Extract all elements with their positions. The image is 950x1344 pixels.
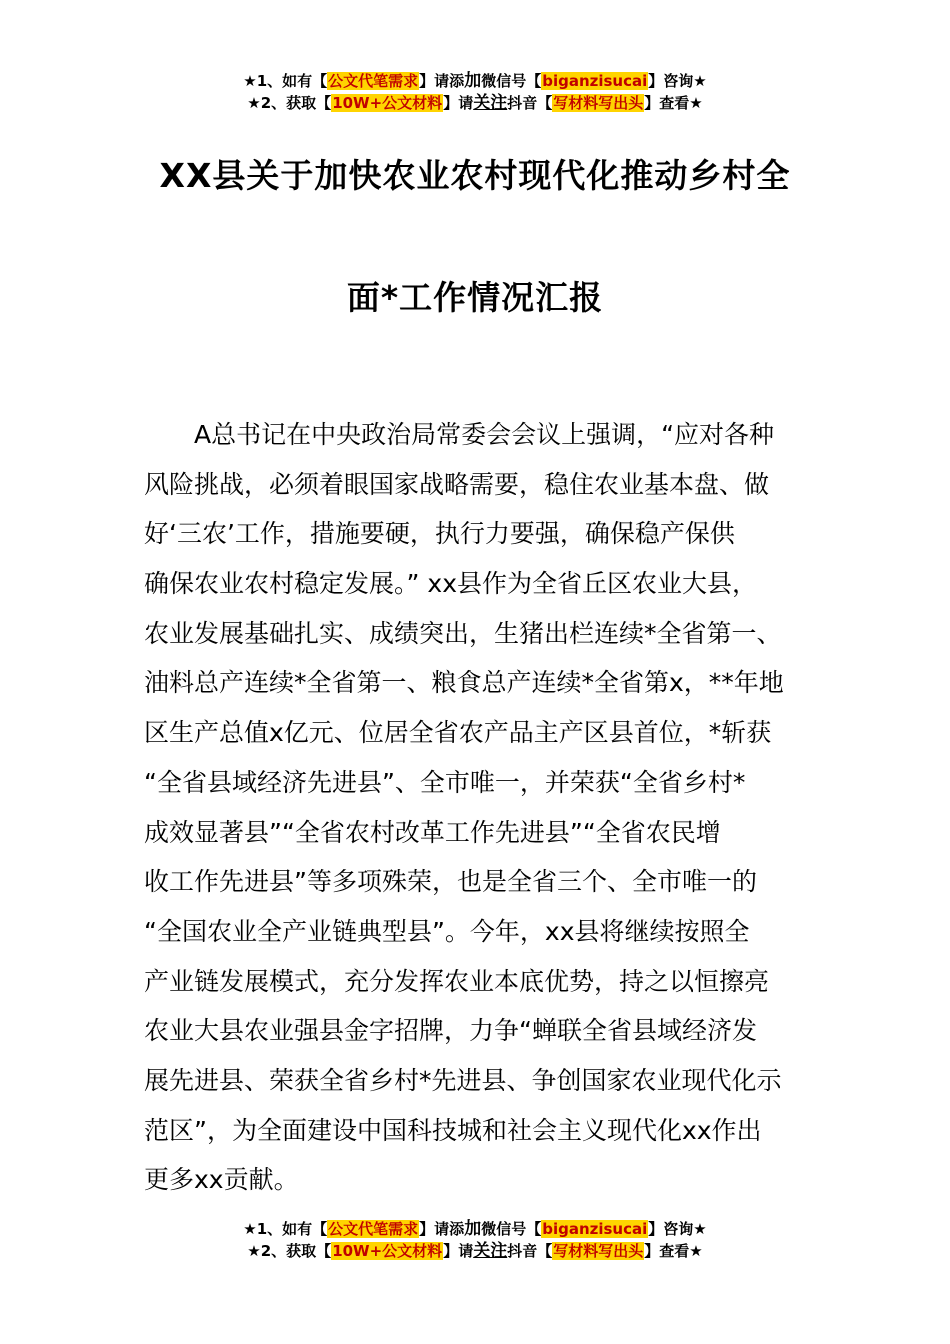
body-line: 农业大县农业强县金字招牌，力争“蝉联全省县域经济发: [144, 1016, 757, 1046]
footer-promo-banner: [0, 1218, 950, 1262]
promo-text: 抖音【: [507, 94, 553, 112]
promo-highlight: 10W+公文材料: [332, 1242, 443, 1260]
body-line: 成效显著县”“全省农村改革工作先进县”“全省农民增: [144, 817, 721, 847]
promo-line-2: [0, 92, 950, 114]
document-title-line-2: 面*工作情况汇报: [346, 278, 604, 317]
body-line: 好‘三农’工作，措施要硬，执行力要强，确保稳产保供: [144, 519, 735, 549]
promo-douyin-id: 写材料写出头: [553, 94, 644, 112]
promo-text: 】咨询★: [648, 1220, 707, 1238]
document-body: [144, 410, 816, 1205]
body-line: A总书记在中央政治局常委会会议上强调，“应对各种: [144, 420, 775, 449]
body-line: 风险挑战，必须着眼国家战略需要，稳住农业基本盘、做: [144, 469, 770, 499]
promo-line-1: [0, 70, 950, 92]
body-line: 展先进县、荣获全省乡村*先进县、争创国家农业现代化示: [144, 1065, 782, 1095]
promo-text: ★2、获取【: [247, 94, 332, 112]
body-line: 产业链发展模式，充分发挥农业本底优势，持之以恒擦亮: [144, 966, 770, 996]
promo-highlight: 10W+公文材料: [332, 94, 443, 112]
body-line: 区生产总值x亿元、位居全省农产品主产区县首位，*斩获: [144, 718, 772, 748]
body-line: 农业发展基础扎实、成绩突出，生猪出栏连续*全省第一、: [144, 618, 782, 648]
promo-text: ★1、如有【: [243, 1220, 328, 1238]
promo-highlight: 公文代笔需求: [328, 1220, 419, 1238]
promo-text: 】请: [443, 94, 474, 112]
promo-text: 】查看★: [644, 1242, 703, 1260]
body-line: “全省县域经济先进县”、全市唯一，并荣获“全省乡村*: [144, 767, 746, 797]
promo-text: 加: [464, 1219, 482, 1239]
promo-line-1: [0, 1218, 950, 1240]
promo-text: 关注: [473, 93, 508, 113]
body-line: 确保农业农村稳定发展。” xx县作为全省丘区农业大县，: [144, 569, 757, 599]
body-line: 收工作先进县”等多项殊荣，也是全省三个、全市唯一的: [144, 867, 757, 897]
promo-text: 加: [464, 71, 482, 91]
body-line: “全国农业全产业链典型县”。今年，xx县将继续按照全: [144, 916, 750, 946]
document-title-line-1: XX县关于加快农业农村现代化推动乡村全: [159, 156, 791, 195]
promo-text: 关注: [473, 1241, 508, 1261]
promo-wechat-id: biganzisucai: [542, 72, 648, 90]
promo-text: 】查看★: [644, 94, 703, 112]
promo-text: ★2、获取【: [247, 1242, 332, 1260]
promo-text: 】请添: [419, 1220, 465, 1238]
promo-highlight: 公文代笔需求: [328, 72, 419, 90]
promo-text: 微信号【: [481, 72, 542, 90]
promo-text: 】请添: [419, 72, 465, 90]
promo-line-2: [0, 1240, 950, 1262]
promo-text: 】请: [443, 1242, 474, 1260]
promo-text: 微信号【: [481, 1220, 542, 1238]
promo-wechat-id: biganzisucai: [542, 1220, 648, 1238]
promo-text: 抖音【: [507, 1242, 553, 1260]
promo-text: ★1、如有【: [243, 72, 328, 90]
body-line: 范区”，为全面建设中国科技城和社会主义现代化xx作出: [144, 1115, 762, 1145]
promo-douyin-id: 写材料写出头: [553, 1242, 644, 1260]
body-line: 油料总产连续*全省第一、粮食总产连续*全省第x，**年地: [144, 668, 784, 698]
body-line: 更多xx贡献。: [144, 1165, 299, 1195]
promo-text: 】咨询★: [648, 72, 707, 90]
header-promo-banner: [0, 70, 950, 114]
